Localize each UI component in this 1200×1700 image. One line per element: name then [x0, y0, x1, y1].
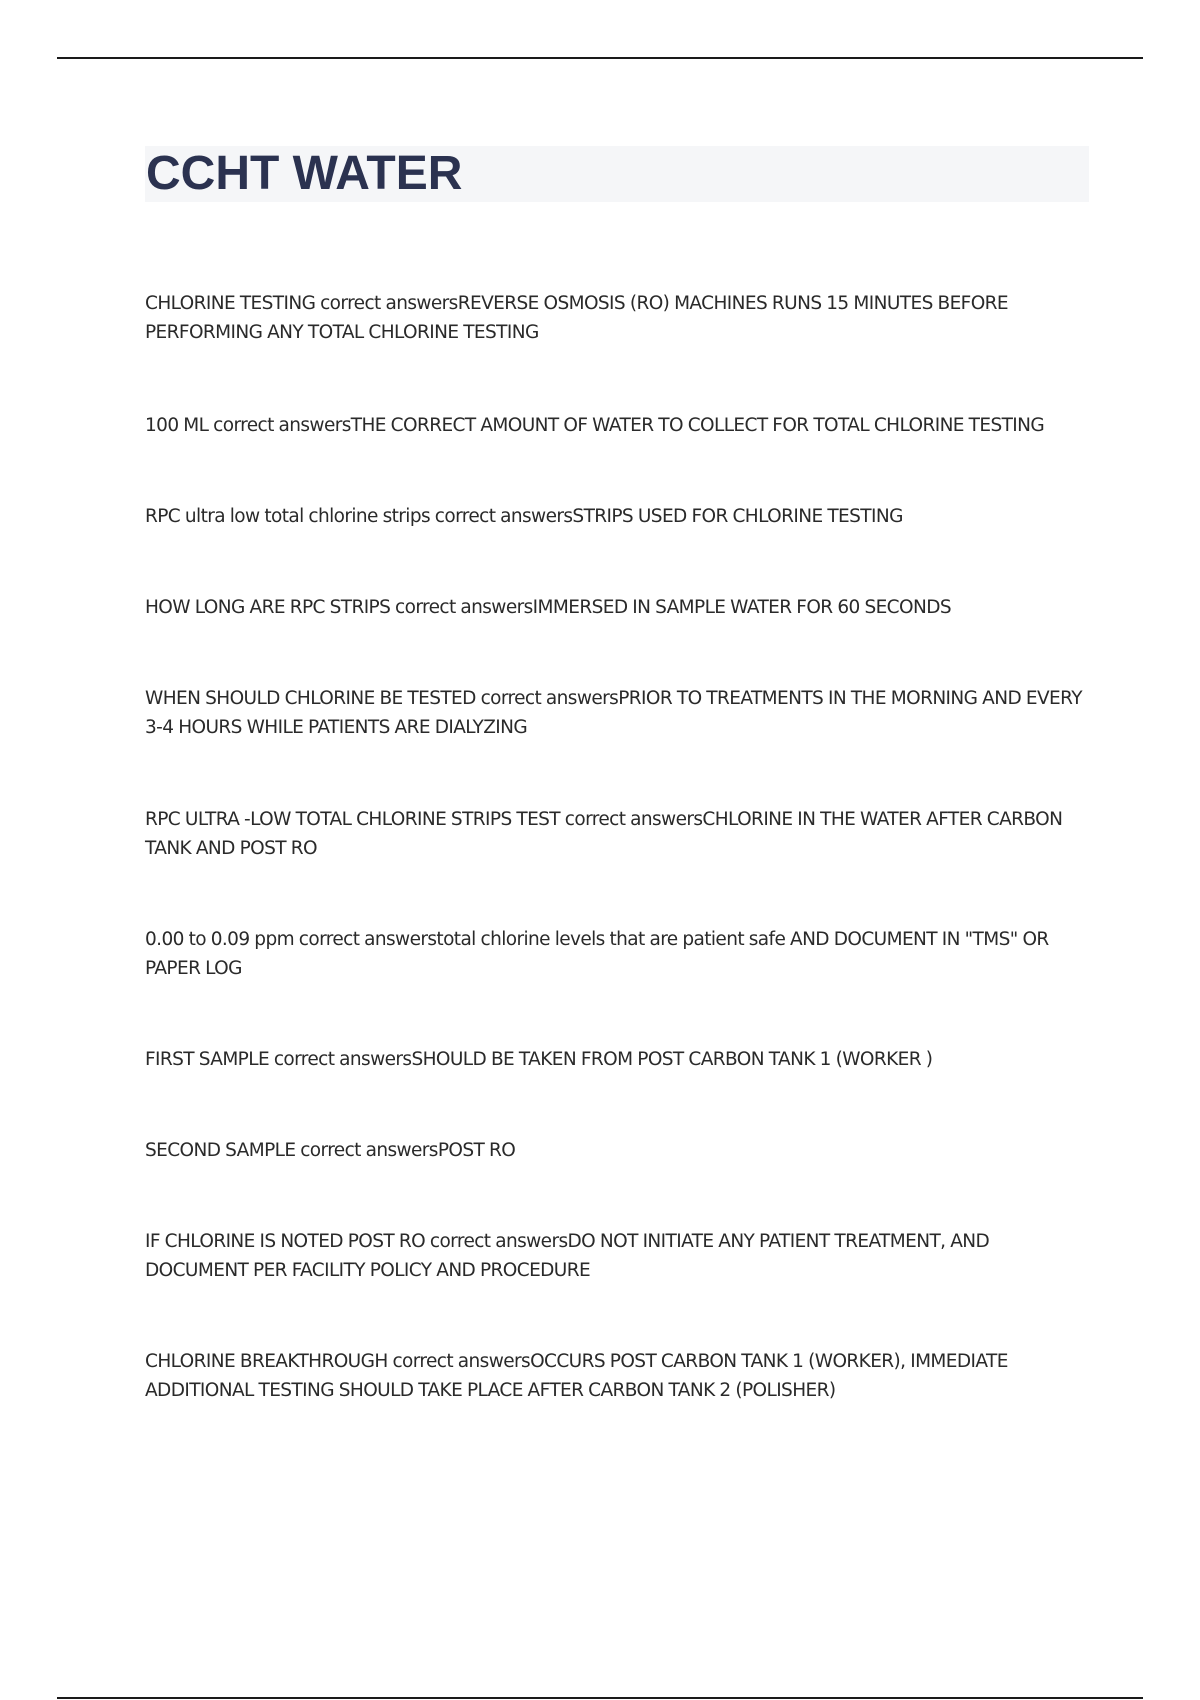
- qa-term: 0.00 to 0.09 ppm: [145, 929, 295, 950]
- qa-term: WHEN SHOULD CHLORINE BE TESTED: [145, 688, 476, 709]
- qa-connector: correct answers: [395, 597, 533, 618]
- document-title: CCHT WATER: [146, 147, 463, 200]
- qa-connector: correct answers: [273, 1049, 412, 1070]
- qa-connector: correct answers: [320, 293, 458, 314]
- qa-answer: CHLORINE IN THE WATER AFTER CARBON TANK AND POST RO: [145, 809, 1063, 859]
- qa-term: RPC ULTRA -LOW TOTAL CHLORINE STRIPS TEST: [145, 809, 561, 830]
- qa-item: [145, 925, 1095, 983]
- qa-term: FIRST SAMPLE: [145, 1049, 270, 1070]
- qa-answer: STRIPS USED FOR CHLORINE TESTING: [572, 506, 903, 527]
- qa-item: [145, 805, 1095, 863]
- qa-connector: correct answers: [298, 929, 437, 950]
- qa-connector: correct answers: [480, 688, 619, 709]
- qa-item: [145, 1136, 1095, 1165]
- qa-connector: correct answers: [300, 1140, 438, 1161]
- qa-item: [145, 502, 1095, 531]
- qa-item: [145, 1227, 1095, 1285]
- qa-answer: IMMERSED IN SAMPLE WATER FOR 60 SECONDS: [532, 597, 951, 618]
- qa-answer: POST RO: [437, 1140, 516, 1161]
- qa-item: [145, 1347, 1095, 1405]
- qa-connector: correct answers: [392, 1351, 531, 1372]
- qa-connector: correct answers: [429, 1231, 568, 1252]
- qa-answer: PRIOR TO TREATMENTS IN THE MORNING AND EVERY 3-4 HOURS WHILE PATIENTS ARE DIALYZING: [145, 688, 1082, 738]
- qa-term: HOW LONG ARE RPC STRIPS: [145, 597, 391, 618]
- qa-answer: THE CORRECT AMOUNT OF WATER TO COLLECT FOR TOTAL CHLORINE TESTING: [350, 415, 1045, 436]
- qa-answer: DO NOT INITIATE ANY PATIENT TREATMENT, AND DOCUMENT PER FACILITY POLICY AND PROCEDURE: [145, 1231, 990, 1281]
- qa-item: [145, 593, 1095, 622]
- qa-term: CHLORINE BREAKTHROUGH: [145, 1351, 388, 1372]
- qa-connector: correct answers: [564, 809, 703, 830]
- qa-answer: OCCURS POST CARBON TANK 1 (WORKER), IMMEDIATE ADDITIONAL TESTING SHOULD TAKE PLACE AFTER CARBON TANK 2 (POLISHER): [145, 1351, 1008, 1401]
- qa-connector: correct answers: [213, 415, 351, 436]
- qa-term: IF CHLORINE IS NOTED POST RO: [145, 1231, 426, 1252]
- qa-term: 100 ML: [145, 415, 209, 436]
- qa-term: RPC ultra low total chlorine strips: [145, 506, 431, 527]
- qa-term: CHLORINE TESTING: [145, 293, 316, 314]
- qa-term: SECOND SAMPLE: [145, 1140, 296, 1161]
- qa-answer: total chlorine levels that are patient safe AND DOCUMENT IN "TMS" OR PAPER LOG: [145, 929, 1049, 979]
- qa-item: [145, 1045, 1095, 1074]
- qa-answer: REVERSE OSMOSIS (RO) MACHINES RUNS 15 MINUTES BEFORE PERFORMING ANY TOTAL CHLORINE TESTING: [145, 293, 1009, 343]
- qa-connector: correct answers: [434, 506, 573, 527]
- qa-item: [145, 684, 1095, 742]
- bottom-rule: [57, 1697, 1143, 1699]
- qa-item: [145, 411, 1095, 440]
- top-rule: [57, 57, 1143, 59]
- qa-answer: SHOULD BE TAKEN FROM POST CARBON TANK 1 (WORKER ): [411, 1049, 933, 1070]
- qa-item: [145, 289, 1095, 347]
